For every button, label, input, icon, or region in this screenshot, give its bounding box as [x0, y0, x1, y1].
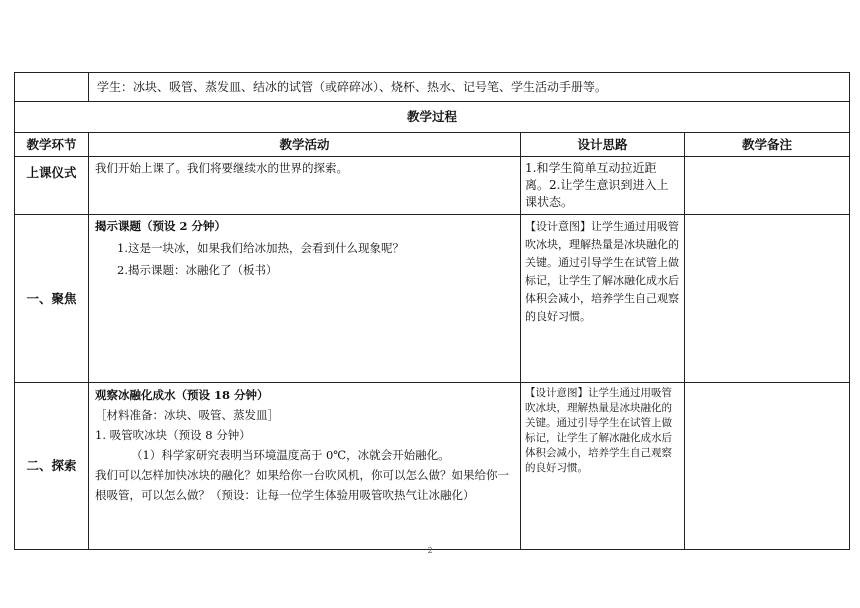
explore-line-2: 1. 吸管吹冰块（预设 8 分钟） — [95, 428, 251, 442]
lesson-plan-table — [14, 72, 850, 550]
notes-opening — [685, 157, 850, 215]
stage-opening: 上课仪式 — [15, 157, 89, 215]
notes-focus — [685, 215, 850, 383]
row-explore — [15, 383, 850, 550]
materials-text: 学生：冰块、吸管、蒸发皿、结冰的试管（或碎碎冰）、烧杯、热水、记号笔、学生活动手册等。 — [89, 73, 850, 102]
header-notes: 教学备注 — [685, 133, 850, 157]
row-opening — [15, 157, 850, 215]
explore-line-4: 我们可以怎样加快冰块的融化？如果给你一台吹风机，你可以怎么做？如果给你一根吸管，可以怎么做？（预设：让每一位学生体验用吸管吹热气让冰融化） — [95, 468, 509, 502]
activity-opening-text: 我们开始上课了。我们将要继续水的世界的探索。 — [95, 161, 348, 175]
activity-opening — [89, 157, 521, 215]
notes-explore — [685, 383, 850, 550]
header-design: 设计思路 — [521, 133, 685, 157]
focus-line-1: 1.这是一块冰，如果我们给冰加热，会看到什么现象呢？ — [117, 241, 404, 255]
section-title-row — [15, 102, 850, 133]
header-row — [15, 133, 850, 157]
materials-label-cell — [15, 73, 89, 102]
section-title: 教学过程 — [15, 102, 850, 133]
stage-explore: 二、探索 — [15, 383, 89, 550]
focus-heading: 揭示课题（预设 2 分钟） — [95, 219, 227, 233]
header-activity: 教学活动 — [89, 133, 521, 157]
design-explore: 【设计意图】让学生通过用吸管吹冰块，理解热量是冰块融化的关键。通过引导学生在试管上做标记，让学生了解冰融化成水后体积会减小，培养学生自己观察的良好习惯。 — [521, 383, 685, 550]
design-opening: 1.和学生简单互动拉近距离。2.让学生意识到进入上课状态。 — [521, 157, 685, 215]
focus-line-2: 2.揭示课题：冰融化了（板书） — [117, 263, 278, 277]
materials-row — [15, 73, 850, 102]
activity-explore — [89, 383, 521, 550]
stage-focus: 一、聚焦 — [15, 215, 89, 383]
row-focus — [15, 215, 850, 383]
design-focus: 【设计意图】让学生通过用吸管吹冰块，理解热量是冰块融化的关键。通过引导学生在试管上做标记，让学生了解冰融化成水后体积会减小，培养学生自己观察的良好习惯。 — [521, 215, 685, 383]
header-stage: 教学环节 — [15, 133, 89, 157]
explore-heading: 观察冰融化成水（预设 18 分钟） — [95, 388, 269, 402]
explore-line-3: （1）科学家研究表明当环境温度高于 0℃，冰就会开始融化。 — [131, 448, 450, 462]
page-number: 2 — [427, 546, 433, 555]
explore-line-1: ［材料准备：冰块、吸管、蒸发皿］ — [95, 408, 279, 422]
activity-focus — [89, 215, 521, 383]
